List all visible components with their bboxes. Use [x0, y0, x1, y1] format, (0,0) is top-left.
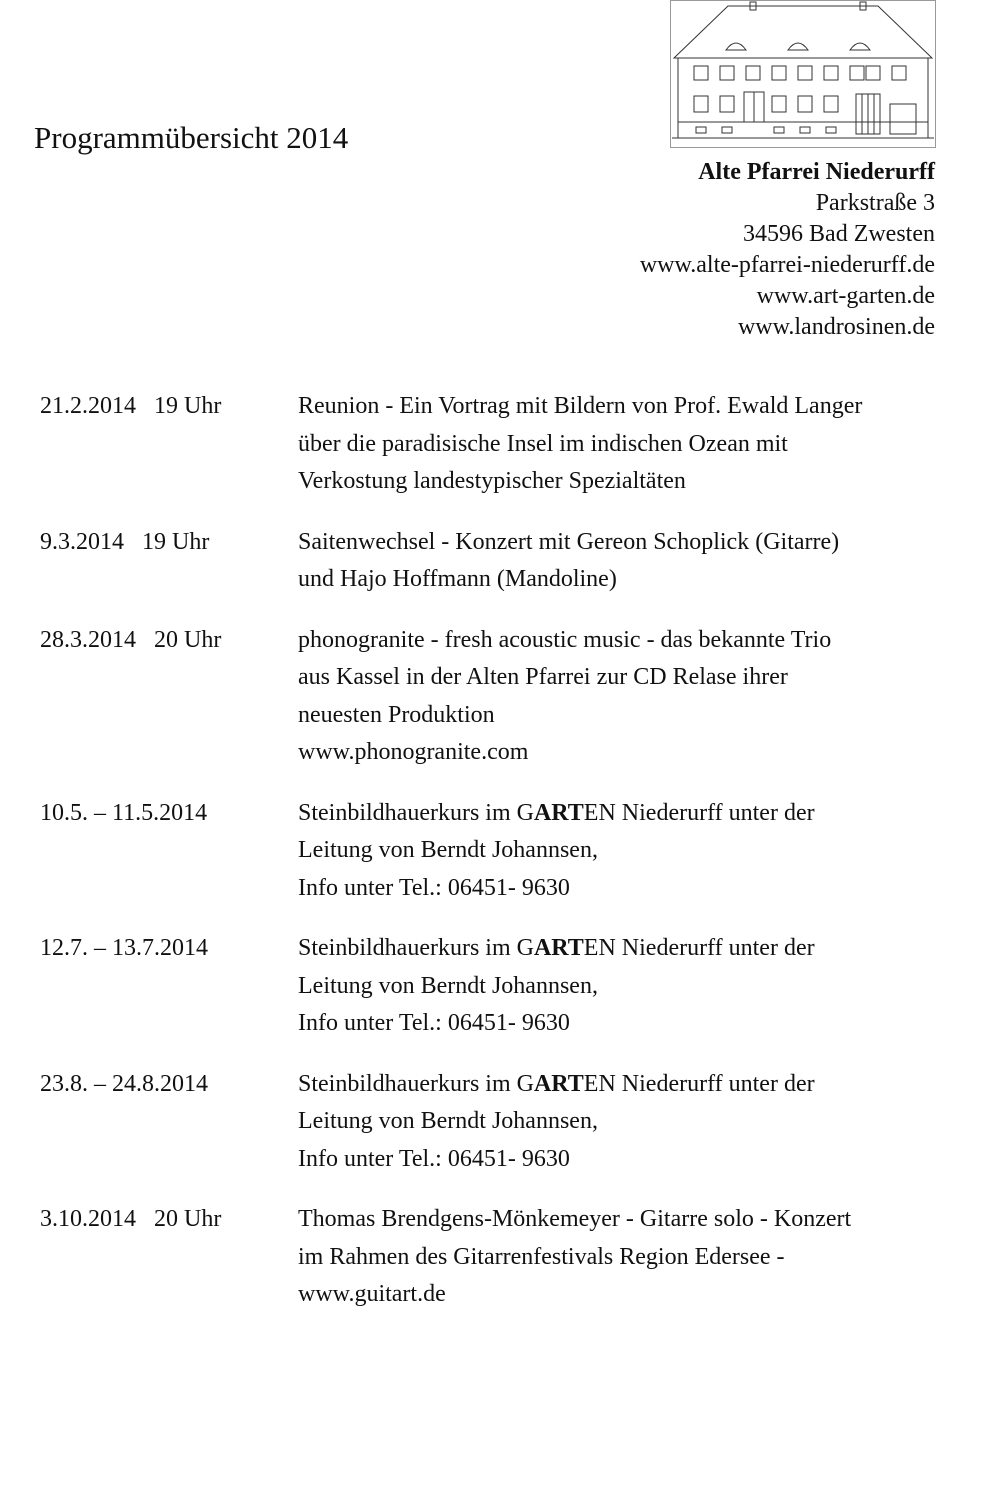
event-date: 23.8. – 24.8.2014 [40, 1070, 208, 1097]
event-line-text: Steinbildhauerkurs im G [298, 935, 534, 961]
address-street: Parkstraße 3 [815, 190, 935, 216]
event-item [40, 1201, 940, 1314]
event-description [298, 622, 940, 772]
event-line [298, 795, 940, 833]
event-line: über die paradisische Insel im indischen Ozean mit [298, 430, 788, 457]
event-line: Leitung von Berndt Johannsen, [298, 1108, 598, 1134]
event-date: 28.3.2014 20 Uhr [40, 626, 222, 653]
event-description [298, 1201, 940, 1314]
event-line: Info unter Tel.: 06451- 9630 [298, 874, 570, 901]
event-date: 12.7. – 13.7.2014 [40, 935, 208, 961]
event-line-text: EN Niederurff unter der [583, 1070, 815, 1097]
event-line-bold: ART [533, 799, 584, 826]
event-item [40, 388, 940, 501]
event-date: 21.2.2014 19 Uhr [40, 393, 222, 419]
event-link[interactable]: www.phonogranite.com [298, 739, 529, 765]
event-line: Reunion - Ein Vortrag mit Bildern von Prof. Ewald Langer [298, 393, 863, 419]
event-list [40, 388, 940, 1337]
event-date: 10.5. – 11.5.2014 [40, 799, 208, 826]
event-line: im Rahmen des Gitarrenfestivals Region Edersee - [298, 1243, 785, 1270]
address-block [640, 157, 935, 343]
event-description [298, 795, 940, 908]
event-item [40, 524, 940, 599]
website-link[interactable]: www.alte-pfarrei-niederurff.de [639, 252, 935, 278]
event-line: aus Kassel in der Alten Pfarrei zur CD Relase ihrer [298, 664, 788, 690]
event-line: Info unter Tel.: 06451- 9630 [298, 1145, 570, 1172]
website-link[interactable]: www.art-garten.de [756, 283, 935, 309]
page-title: Programmübersicht 2014 [34, 120, 349, 155]
event-line-text: Steinbildhauerkurs im G [298, 1070, 534, 1097]
event-line-text: EN Niederurff unter der [583, 799, 815, 826]
event-item [40, 930, 940, 1043]
event-item [40, 1066, 940, 1179]
organization-name: Alte Pfarrei Niederurff [698, 159, 935, 185]
event-line-bold: ART [533, 1070, 584, 1097]
event-line-text: Steinbildhauerkurs im G [298, 799, 534, 826]
event-line [298, 930, 940, 968]
event-date: 9.3.2014 19 Uhr [40, 528, 210, 555]
event-line: Leitung von Berndt Johannsen, [298, 837, 598, 863]
event-line [298, 1066, 940, 1104]
event-description [298, 930, 940, 1043]
event-item [40, 622, 940, 772]
event-item [40, 795, 940, 908]
event-line: und Hajo Hoffmann (Mandoline) [298, 566, 617, 592]
event-line: phonogranite - fresh acoustic music - das bekannte Trio [298, 626, 832, 653]
event-line: Info unter Tel.: 06451- 9630 [298, 1010, 570, 1036]
event-description [298, 1066, 940, 1179]
event-line: neuesten Produktion [298, 701, 495, 728]
event-line: Verkostung landestypischer Spezialtäten [298, 468, 686, 494]
event-date: 3.10.2014 20 Uhr [40, 1206, 222, 1232]
event-line-bold: ART [533, 935, 584, 961]
event-description [298, 388, 940, 501]
event-line: Saitenwechsel - Konzert mit Gereon Schoplick (Gitarre) [298, 528, 840, 555]
event-link[interactable]: www.guitart.de [298, 1281, 446, 1307]
event-line-text: EN Niederurff unter der [583, 935, 815, 961]
website-link[interactable]: www.landrosinen.de [737, 314, 935, 340]
address-city: 34596 Bad Zwesten [743, 221, 935, 247]
house-logo-icon [670, 0, 936, 148]
event-line: Thomas Brendgens-Mönkemeyer - Gitarre solo - Konzert [298, 1206, 852, 1232]
event-line: Leitung von Berndt Johannsen, [298, 972, 598, 999]
event-description [298, 524, 940, 599]
